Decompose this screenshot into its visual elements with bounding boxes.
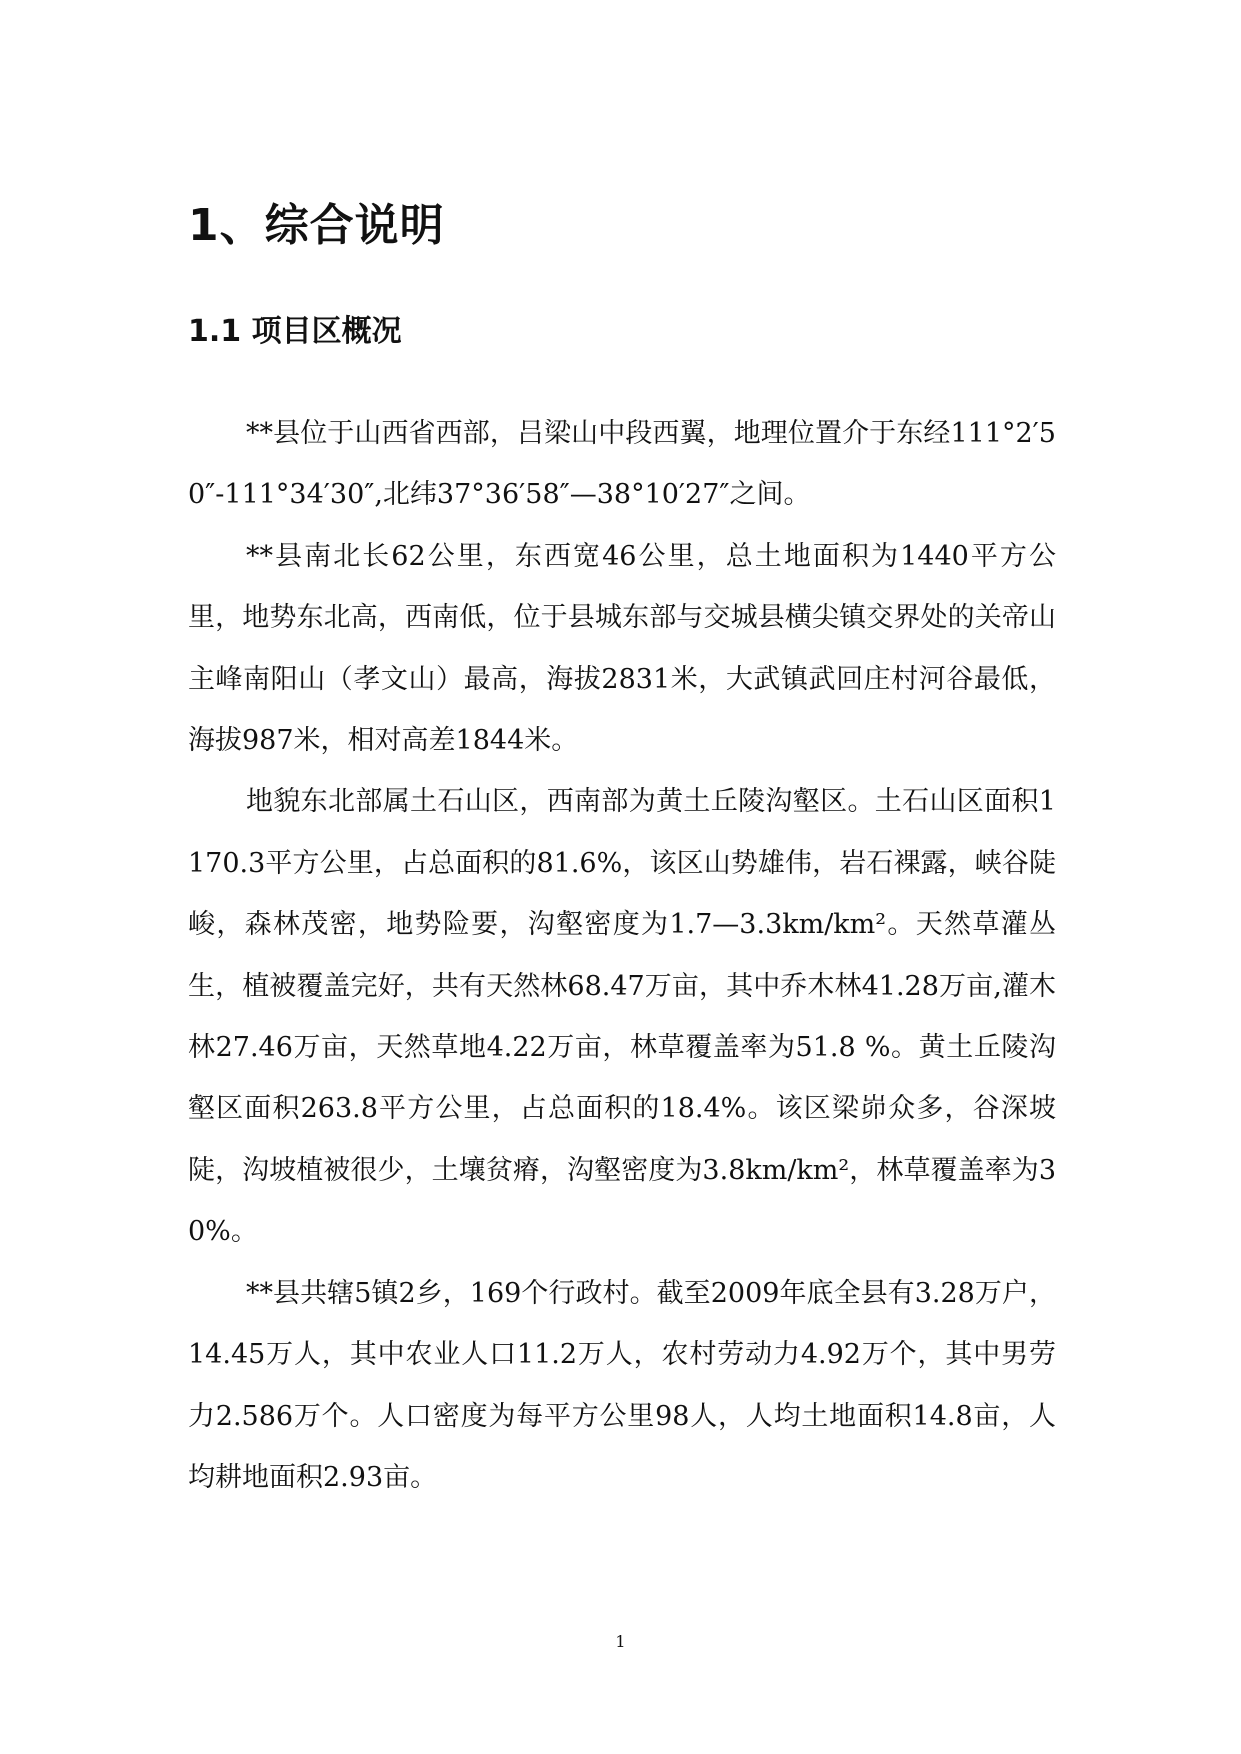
body-text (188, 403, 1056, 1508)
paragraph-population: **县共辖5镇2乡，169个行政村。截至2009年底全县有3.28万户，14.45万人，其中农业人口11.2万人，农村劳动力4.92万个，其中男劳力2.586万个。人口密度为每平方公里98人，人均土地面积14.8亩，人均耕地面积2.93亩。 (188, 1277, 1056, 1493)
section-heading: 1、综合说明 (188, 200, 445, 251)
paragraph-landform: 地貌东北部属土石山区，西南部为黄土丘陵沟壑区。土石山区面积1170.3平方公里，占总面积的81.6%，该区山势雄伟，岩石裸露，峡谷陡峻，森林茂密，地势险要，沟壑密度为1.7—3.3km/km²。天然草灌丛生，植被覆盖完好，共有天然林68.47万亩，其中乔木林41.28万亩,灌木林27.46万亩，天然草地4.22万亩，林草覆盖率为51.8 %。黄土丘陵沟壑区面积263.8平方公里，占总面积的18.4%。该区梁峁众多，谷深坡陡，沟坡植被很少，土壤贫瘠，沟壑密度为3.8km/km²，林草覆盖率为30%。 (188, 786, 1056, 1248)
paragraph-area-terrain: **县南北长62公里，东西宽46公里，总土地面积为1440平方公里，地势东北高，西南低，位于县城东部与交城县横尖镇交界处的关帝山主峰南阳山（孝文山）最高，海拔2831米，大武镇武回庄村河谷最低，海拔987米，相对高差1844米。 (188, 540, 1056, 757)
page-number: 1 (615, 1632, 626, 1651)
paragraph-location: **县位于山西省西部，吕梁山中段西翼，地理位置介于东经111°2′50″-111°34′30″,北纬37°36′58″—38°10′27″之间。 (188, 418, 1056, 511)
subsection-heading: 1.1 项目区概况 (188, 314, 402, 349)
